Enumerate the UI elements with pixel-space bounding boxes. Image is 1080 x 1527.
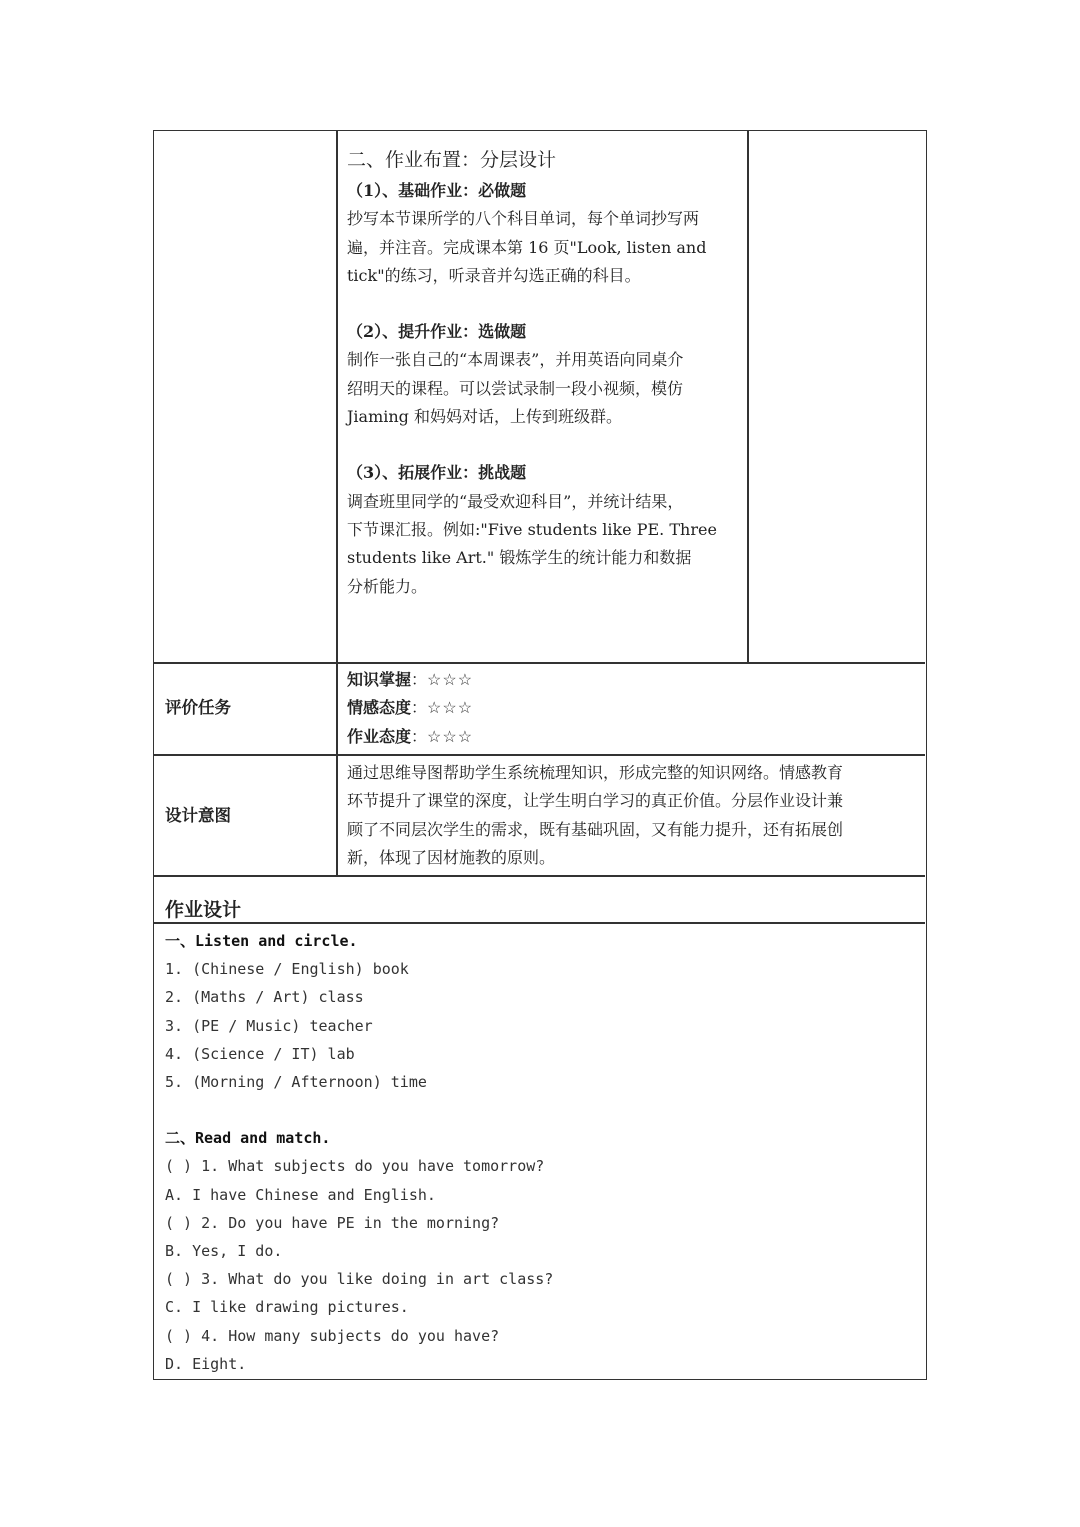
design-line: 通过思维导图帮助学生系统梳理知识，形成完整的知识网络。情感教育 — [347, 763, 844, 782]
part2-item: C. I like drawing pictures. — [165, 1298, 409, 1317]
design-line: 新，体现了因材施教的原则。 — [347, 847, 556, 867]
part1-item: 5. (Morning / Afternoon) time — [165, 1073, 427, 1092]
row-divider-3 — [154, 875, 925, 877]
criterion-separator: ： — [411, 726, 428, 746]
evaluation-label: 评价任务 — [165, 698, 231, 717]
part1-item: 3. (PE / Music) teacher — [165, 1016, 373, 1035]
criterion-separator: ： — [411, 670, 428, 689]
task-extended — [347, 459, 745, 600]
criterion-emotion — [347, 694, 907, 722]
criterion-separator: ： — [411, 698, 428, 718]
task-advanced-title: （2）、提升作业：选做题 — [347, 322, 527, 342]
star-rating: ☆☆☆ — [427, 726, 474, 746]
part1-item: 4. (Science / IT) lab — [165, 1044, 355, 1063]
part2-item: ( ) 3. What do you like doing in art class? — [165, 1270, 554, 1289]
column-divider-left — [336, 131, 338, 876]
plan-heading: 二、作业布置：分层设计 — [347, 149, 557, 171]
task-basic — [347, 177, 745, 290]
homework-content — [165, 927, 905, 1378]
design-line: 环节提升了课堂的深度，让学生明白学习的真正价值。分层作业设计兼 — [347, 791, 844, 811]
part1-item: 2. (Maths / Art) class — [165, 988, 364, 1007]
part1-title: 一、Listen and circle. — [165, 932, 358, 950]
star-rating: ☆☆☆ — [427, 670, 474, 689]
part2-item: ( ) 2. Do you have PE in the morning? — [165, 1213, 500, 1232]
task-extended-line: 调查班里同学的“最受欢迎科目”，并统计结果， — [347, 491, 684, 511]
task-advanced-line: 绍明天的课程。可以尝试录制一段小视频，模仿 — [347, 378, 684, 398]
column-divider-right — [747, 131, 749, 663]
evaluation-criteria — [347, 666, 907, 751]
task-advanced-line: Jiaming 和妈妈对话，上传到班级群。 — [347, 407, 622, 427]
criterion-knowledge — [347, 666, 907, 694]
star-rating: ☆☆☆ — [427, 698, 474, 718]
part2-item: A. I have Chinese and English. — [165, 1185, 436, 1204]
homework-title: 作业设计 — [165, 899, 242, 921]
row-divider-4 — [154, 922, 925, 924]
part2-item: ( ) 1. What subjects do you have tomorrow? — [165, 1157, 545, 1176]
assignment-plan-cell — [347, 145, 745, 601]
row-divider-2 — [154, 754, 925, 756]
task-advanced-line: 制作一张自己的“本周课表”，并用英语向同桌介 — [347, 350, 684, 370]
row-divider-1 — [154, 662, 925, 664]
task-basic-line: tick"的练习，听录音并勾选正确的科目。 — [347, 265, 641, 285]
design-intent-text — [347, 759, 919, 872]
design-label: 设计意图 — [165, 806, 231, 825]
task-basic-line: 遍，并注音。完成课本第 16 页"Look, listen and — [347, 237, 707, 257]
criterion-name: 作业态度 — [347, 726, 412, 746]
task-extended-line: students like Art." 锻炼学生的统计能力和数据 — [347, 548, 692, 568]
task-advanced — [347, 318, 745, 431]
criterion-attitude — [347, 723, 907, 751]
task-extended-line: 下节课汇报。例如:"Five students like PE. Three — [347, 519, 717, 539]
task-extended-title: （3）、拓展作业：挑战题 — [347, 463, 527, 483]
task-basic-line: 抄写本节课所学的八个科目单词，每个单词抄写两 — [347, 209, 700, 229]
task-basic-title: （1）、基础作业：必做题 — [347, 181, 527, 200]
part2-item: B. Yes, I do. — [165, 1242, 283, 1261]
criterion-name: 情感态度 — [347, 698, 412, 718]
task-extended-line: 分析能力。 — [347, 576, 428, 596]
part2-item: ( ) 4. How many subjects do you have? — [165, 1326, 500, 1345]
lesson-plan-table — [153, 130, 927, 1380]
part1-item: 1. (Chinese / English) book — [165, 960, 409, 979]
criterion-name: 知识掌握 — [347, 670, 412, 689]
design-line: 顾了不同层次学生的需求，既有基础巩固，又有能力提升，还有拓展创 — [347, 819, 844, 839]
part2-item: D. Eight. — [165, 1354, 247, 1373]
part2-title: 二、Read and match. — [165, 1129, 331, 1148]
